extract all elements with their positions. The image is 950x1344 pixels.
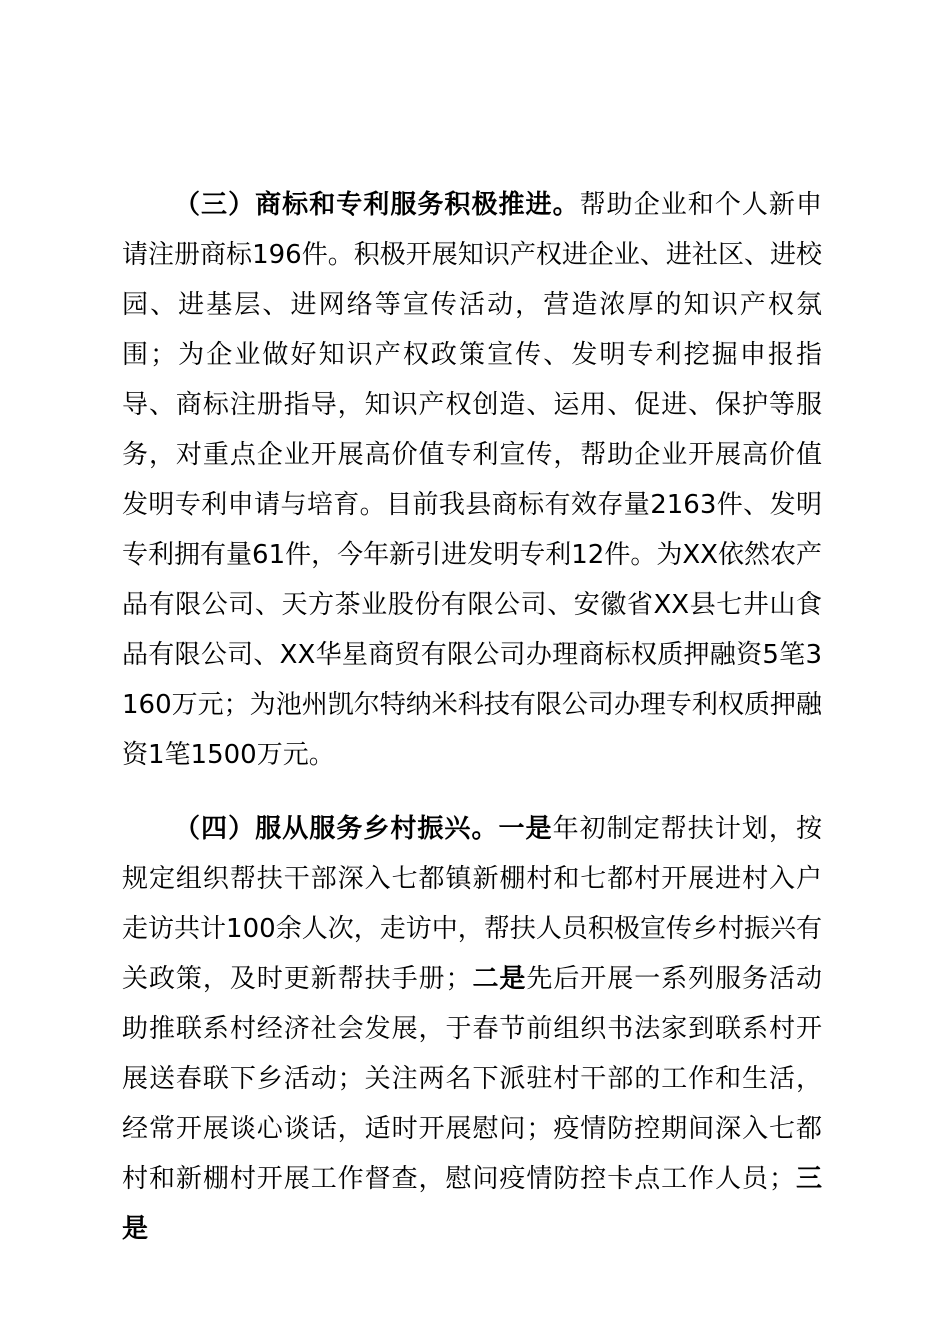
- section-heading-trademark-patent: （三）商标和专利服务积极推进。: [174, 190, 580, 220]
- document-page: [122, 180, 822, 1254]
- paragraph-trademark-patent: [122, 180, 822, 780]
- section-body-trademark-patent: 帮助企业和个人新申请注册商标196件。积极开展知识产权进企业、进社区、进校园、进基层、进网络等宣传活动，营造浓厚的知识产权氛围；为企业做好知识产权政策宣传、发明专利挖掘申报指导、商标注册指导，知识产权创造、运用、促进、保护等服务，对重点企业开展高价值专利宣传，帮助企业开展高价值发明专利申请与培育。目前我县商标有效存量2163件、发明专利拥有量61件，今年新引进发明专利12件。为XX依然农产品有限公司、天方茶业股份有限公司、安徽省XX县七井山食品有限公司、XX华星商贸有限公司办理商标权质押融资5笔3160万元；为池州凯尔特纳米科技有限公司办理专利权质押融资1笔1500万元。: [122, 190, 822, 770]
- marker-second: 二是: [471, 964, 527, 994]
- text-second: 先后开展一系列服务活动助推联系村经济社会发展，于春节前组织书法家到联系村开展送春联下乡活动；关注两名下派驻村干部的工作和生活，经常开展谈心谈话，适时开展慰问；疫情防控期间深入七都村和新棚村开展工作督查，慰问疫情防控卡点工作人员；: [122, 964, 822, 1194]
- section-heading-rural-revitalization: （四）服从服务乡村振兴。: [174, 814, 499, 844]
- paragraph-rural-revitalization: [122, 804, 822, 1254]
- marker-third: 三是: [122, 1164, 822, 1244]
- text-first: 年初制定帮扶计划，按规定组织帮扶干部深入七都镇新棚村和七都村开展进村入户走访共计100余人次，走访中，帮扶人员积极宣传乡村振兴有关政策，及时更新帮扶手册；: [122, 814, 822, 994]
- marker-first: 一是: [498, 814, 553, 844]
